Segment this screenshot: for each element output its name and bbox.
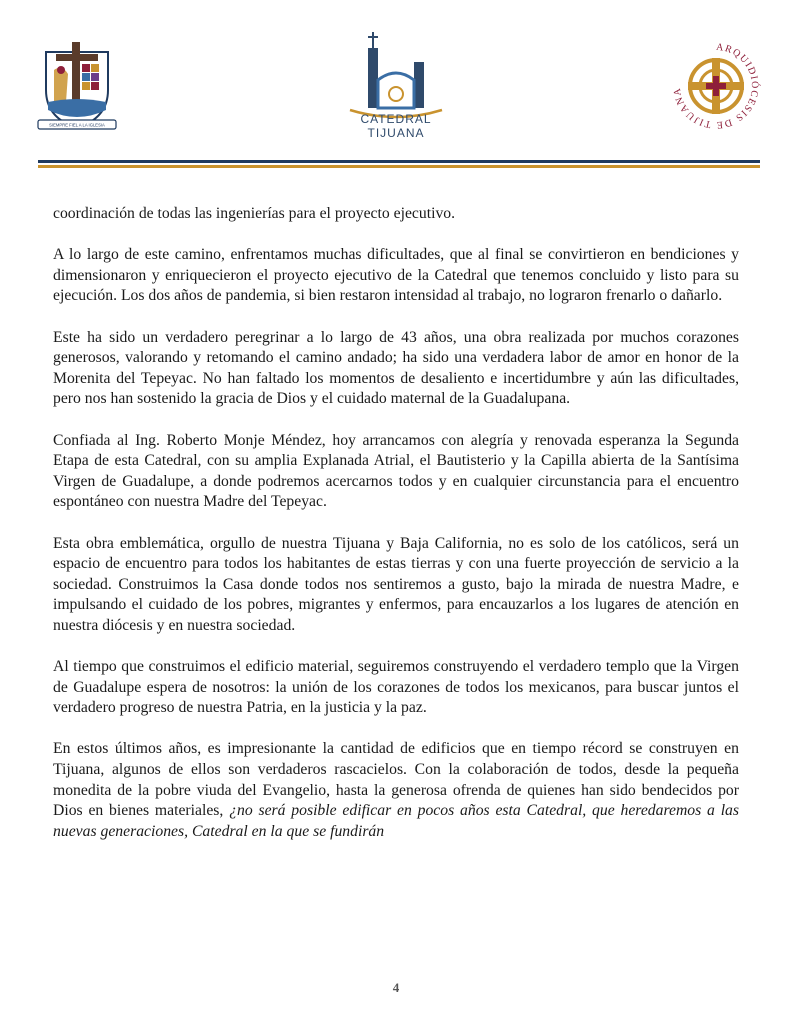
letter-body xyxy=(53,204,739,863)
crest-motto: SIEMPRE FIEL A LA IGLESIA xyxy=(49,122,105,128)
paragraph-3: Este ha sido un verdadero peregrinar a lo largo de 43 años, una obra realizada por muchos corazones generosos, valorando y retomando el camino andado; ha sido una verdadera labor de amor en honor de la Morenita del Tepeyac. No han faltado los momentos de desaliento e incertidumbre y aún las dificultades, pero nos han sostenido la gracia de Dios y el cuidado maternal de la Guadalupana. xyxy=(53,328,739,408)
archdiocese-ring-text: ARQUIDIÓCESIS DE TIJUANA xyxy=(671,41,761,131)
header-rule-navy xyxy=(38,160,760,163)
page-number: 4 xyxy=(392,980,400,995)
cathedral-logo-line2: TIJUANA xyxy=(367,126,425,140)
cathedral-logo-line1: CATEDRAL xyxy=(360,112,432,126)
page-header xyxy=(0,0,792,175)
archdiocese-seal-icon xyxy=(670,40,762,132)
paragraph-7-text: En estos últimos años, es impresionante la cantidad de edificios que en tiempo récord se construyen en Tijuana, algunos de ellos son verdaderos rascacielos. Con la colaboración de todos, desde la pequeña monedita de la pobre viuda del Evangelio, hasta la generosa ofrenda de quienes han sido bendecidos por Dios en bienes materiales, xyxy=(53,740,739,820)
paragraph-2: A lo largo de este camino, enfrentamos muchas dificultades, que al final se convirtieron en bendiciones y dimensionaron y enriquecieron el proyecto ejecutivo de la Catedral que tenemos concluido y listo para su ejecución. Los dos años de pandemia, si bien restaron intensidad al trabajo, no lograron frenarlo o dañarlo. xyxy=(53,246,739,305)
paragraph-1: coordinación de todas las ingenierías para el proyecto ejecutivo. xyxy=(53,205,456,222)
paragraph-6: Al tiempo que construimos el edificio material, seguiremos construyendo el verdadero templo que la Virgen de Guadalupe espera de nosotros: la unión de los corazones de todos los mexicanos, para buscar juntos el verdadero progreso de nuestra Patria, en la justicia y la paz. xyxy=(53,658,739,717)
parish-crest-icon xyxy=(36,40,118,132)
header-rule-gold xyxy=(38,165,760,168)
paragraph-7 xyxy=(53,739,739,842)
paragraph-7-italic: ¿no será posible edificar en pocos años esta Catedral, que heredaremos a las nuevas generaciones, Catedral en la que se fundirán xyxy=(53,802,739,840)
paragraph-5: Esta obra emblemática, orgullo de nuestra Tijuana y Baja California, no es solo de los católicos, será un espacio de encuentro para todos los habitantes de estas tierras y con una fuerte proyección de servicio a la sociedad. Construimos la Casa donde todos nos sentiremos a gusto, bajo la mirada de nuestra Madre, e impulsando el cuidado de los pobres, migrantes y enfermos, para encauzarlos a los lugares de atención en nuestra diócesis y en nuestra sociedad. xyxy=(53,534,739,634)
paragraph-4: Confiada al Ing. Roberto Monje Méndez, hoy arrancamos con alegría y renovada esperanza la Segunda Etapa de esta Catedral, con su amplia Explanada Atrial, el Bautisterio y la Capilla abierta de la Santísima Virgen de Guadalupe, a donde podremos acercarnos todos y en cualquier circunstancia para el encuentro espontáneo con nuestra Madre del Tepeyac. xyxy=(53,431,739,511)
